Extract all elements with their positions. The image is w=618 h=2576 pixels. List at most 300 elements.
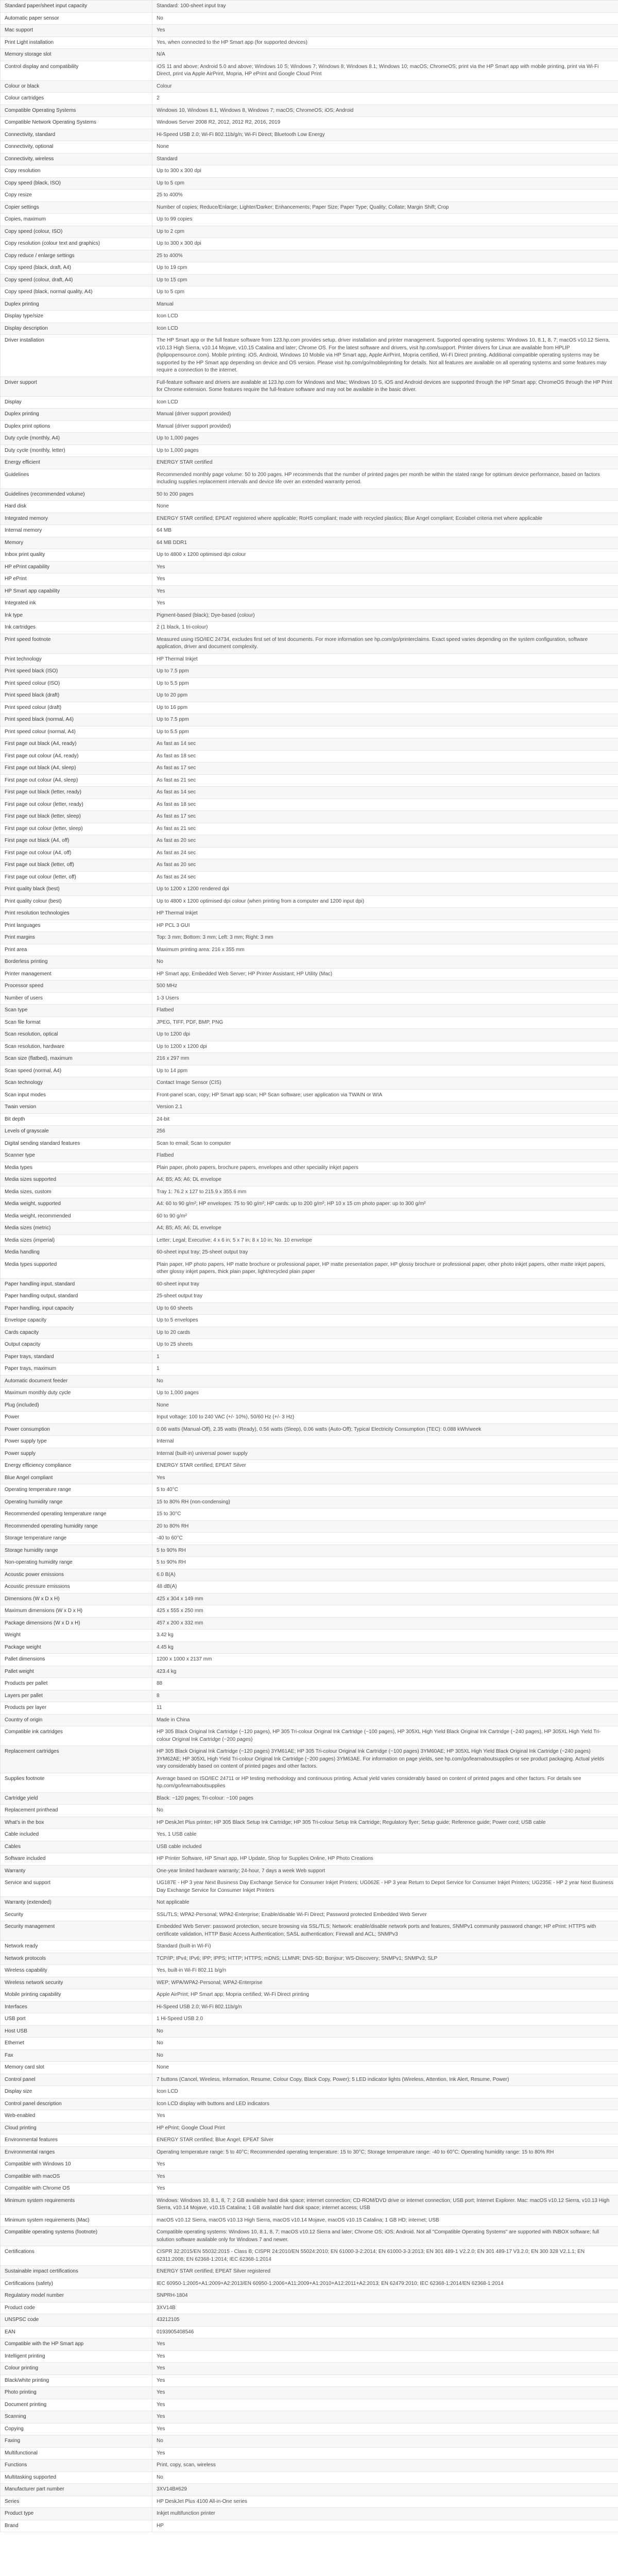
spec-value: IEC 60950-1:2005+A1:2009+A2:2013/EN 60950-1:2006+A11:2009+A1:2010+A12:2011+A2:2013; EN 62479:2010; IEC 62368-1:2014/EN 62368-1:2014	[152, 2278, 618, 2290]
spec-label: Hard disk	[1, 501, 152, 513]
spec-value: Up to 5.5 ppm	[152, 726, 618, 738]
spec-label: Print speed colour (draft)	[1, 702, 152, 714]
spec-row	[1, 847, 618, 859]
spec-value: TCP/IP; IPv4; IPv6; IPP; IPPS; HTTP; HTTPS; mDNS; LLMNR; DNS-SD; Bonjour; WS-Discovery; SNMPv1; SNMPv3; SLP	[152, 1953, 618, 1965]
spec-value: One-year limited hardware warranty; 24-hour, 7 days a week Web support	[152, 1865, 618, 1877]
spec-value: 3XV14B#629	[152, 2484, 618, 2496]
spec-value: No	[152, 2471, 618, 2484]
spec-value: As fast as 24 sec	[152, 871, 618, 884]
spec-label: Colour or black	[1, 80, 152, 93]
spec-value: The HP Smart app or the full feature software from 123.hp.com provides setup, driver installation and printer management. Supported operating systems: Windows 10, 8.1, 8, 7; macOS v10.12 Sierra, v10.13 High Sierra, v10.14 Mojave, v10.15 Catalina and later; Chrome OS. For the latest software and drivers, visit hp.com/support. Printer drivers for Linux are available from HPLIP (hplipopensource.com). Mobile printing: iOS, Android, Windows 10 Mobile via HP Smart app, Apple AirPrint, Mopria certified, Wi-Fi Direct printing. Additional compatible operating systems may be supported by the HP Smart app depending on device and OS version. Please visit hp.com/go/mobileprinting for details. Not all features are available on all operating systems and some features may require a connection to the internet.	[152, 335, 618, 377]
spec-label: Copy speed (colour, ISO)	[1, 226, 152, 238]
spec-row	[1, 1605, 618, 1618]
spec-value: None	[152, 2062, 618, 2074]
spec-row	[1, 1412, 618, 1424]
spec-label: Control panel description	[1, 2098, 152, 2110]
spec-row	[1, 1690, 618, 1702]
spec-value: Up to 16 ppm	[152, 702, 618, 714]
spec-label: Scan type	[1, 1005, 152, 1017]
spec-row	[1, 1339, 618, 1351]
spec-row	[1, 409, 618, 421]
spec-value: 1	[152, 1363, 618, 1376]
spec-value: 4.45 kg	[152, 1641, 618, 1654]
spec-row	[1, 690, 618, 702]
spec-label: First page out black (letter, off)	[1, 859, 152, 872]
spec-label: Brand	[1, 2520, 152, 2532]
spec-label: Automatic paper sensor	[1, 12, 152, 25]
spec-row	[1, 1581, 618, 1594]
spec-label: Products per layer	[1, 1702, 152, 1715]
spec-value: Up to 2 cpm	[152, 226, 618, 238]
spec-row	[1, 377, 618, 396]
spec-row	[1, 153, 618, 165]
spec-row	[1, 968, 618, 980]
spec-label: First page out colour (letter, sleep)	[1, 823, 152, 835]
spec-value: Windows: Windows 10, 8.1, 8, 7; 2 GB available hard disk space; internet connection; CD-ROM/DVD drive or internet connection; USB port; Internet Explorer. Mac: macOS v10.12 Sierra, v10.13 High Sierra, v10.14 Mojave, v10.15 Catalina; 1 GB available hard disk space; internet access; USB	[152, 2195, 618, 2214]
spec-label: Driver support	[1, 377, 152, 396]
spec-value: Version 2.1	[152, 1101, 618, 1114]
spec-value: Up to 5 envelopes	[152, 1315, 618, 1327]
spec-value: Hi-Speed USB 2.0; Wi-Fi 802.11b/g/n	[152, 2001, 618, 2013]
spec-row	[1, 738, 618, 751]
spec-row	[1, 2435, 618, 2448]
spec-row	[1, 238, 618, 250]
spec-label: Intelligent printing	[1, 2350, 152, 2363]
spec-row	[1, 622, 618, 634]
spec-value: Manual	[152, 298, 618, 311]
spec-label: Storage humidity range	[1, 1545, 152, 1557]
spec-row	[1, 1016, 618, 1029]
spec-label: Energy efficient	[1, 457, 152, 469]
spec-row	[1, 1617, 618, 1630]
spec-value: Up to 1200 x 1200 dpi	[152, 1041, 618, 1053]
spec-value: Pigment-based (black); Dye-based (colour)	[152, 609, 618, 622]
spec-label: Display	[1, 396, 152, 409]
spec-row	[1, 1234, 618, 1247]
spec-value: Up to 5 cpm	[152, 177, 618, 190]
spec-value: Inkjet multifunction printer	[152, 2508, 618, 2520]
spec-row	[1, 1351, 618, 1363]
spec-row	[1, 2038, 618, 2050]
spec-label: Print languages	[1, 920, 152, 932]
spec-label: Print speed footnote	[1, 634, 152, 653]
spec-label: Supplies footnote	[1, 1773, 152, 1792]
spec-value: HP PCL 3 GUI	[152, 920, 618, 932]
spec-label: Scan resolution, optical	[1, 1029, 152, 1041]
spec-label: Product type	[1, 2508, 152, 2520]
spec-value: Operating temperature range: 5 to 40°C; Recommended operating temperature: 15 to 30°C; Storage temperature range: -40 to 60°C; Operating humidity range: 15 to 80% RH	[152, 2146, 618, 2159]
spec-value: Up to 20 ppm	[152, 690, 618, 702]
spec-row	[1, 1829, 618, 1841]
spec-value: ENERGY STAR certified; Blue Angel; EPEAT Silver	[152, 2134, 618, 2147]
spec-row	[1, 1965, 618, 1977]
spec-row	[1, 677, 618, 690]
spec-row	[1, 1909, 618, 1921]
spec-label: Storage temperature range	[1, 1533, 152, 1545]
spec-label: First page out colour (A4, off)	[1, 847, 152, 859]
spec-label: Borderless printing	[1, 956, 152, 969]
spec-row	[1, 774, 618, 787]
spec-value: Up to 5.5 ppm	[152, 677, 618, 690]
spec-value: 256	[152, 1126, 618, 1138]
spec-row	[1, 2195, 618, 2214]
spec-row	[1, 1259, 618, 1278]
spec-label: Replacement printhead	[1, 1805, 152, 1817]
spec-value: Up to 1,000 pages	[152, 445, 618, 457]
spec-value: 64 MB DDR1	[152, 537, 618, 549]
spec-value: Yes	[152, 1472, 618, 1484]
spec-row	[1, 1654, 618, 1666]
spec-value: Yes	[152, 2387, 618, 2399]
spec-label: Print area	[1, 944, 152, 956]
spec-row	[1, 2447, 618, 2460]
spec-label: Power	[1, 1412, 152, 1424]
spec-row	[1, 501, 618, 513]
spec-value: Yes	[152, 25, 618, 37]
spec-value: 20 to 80% RH	[152, 1520, 618, 1533]
spec-label: Guidelines (recommended volume)	[1, 488, 152, 501]
spec-label: Media sizes, custom	[1, 1186, 152, 1198]
spec-label: Inbox print quality	[1, 549, 152, 562]
spec-label: Colour printing	[1, 2363, 152, 2375]
spec-row	[1, 561, 618, 573]
spec-row	[1, 2375, 618, 2387]
spec-row	[1, 1436, 618, 1448]
spec-value: None	[152, 1399, 618, 1412]
spec-value: 64 MB	[152, 525, 618, 537]
spec-value: 5 to 90% RH	[152, 1545, 618, 1557]
spec-label: Copy speed (black, draft, A4)	[1, 262, 152, 275]
spec-label: Connectivity, wireless	[1, 153, 152, 165]
spec-label: First page out black (A4, sleep)	[1, 762, 152, 775]
spec-value: Icon LCD	[152, 396, 618, 409]
spec-value: 423.4 kg	[152, 1666, 618, 1678]
spec-label: What's in the box	[1, 1817, 152, 1829]
spec-row	[1, 525, 618, 537]
spec-value: 6.0 B(A)	[152, 1569, 618, 1581]
spec-value: 7 buttons (Cancel, Wireless, Information, Resume, Colour Copy, Black Copy, Power); 5 LED indicator lights (Wireless, Attention, Ink Alert, Resume, Power)	[152, 2074, 618, 2086]
spec-row	[1, 598, 618, 610]
spec-row	[1, 944, 618, 956]
spec-row	[1, 920, 618, 932]
spec-value: Yes	[152, 561, 618, 573]
spec-label: Operating temperature range	[1, 1484, 152, 1497]
spec-value: As fast as 17 sec	[152, 762, 618, 775]
spec-label: Operating humidity range	[1, 1496, 152, 1509]
spec-label: Colour cartridges	[1, 93, 152, 105]
spec-row	[1, 537, 618, 549]
spec-row	[1, 2183, 618, 2195]
spec-value: HP ePrint; Google Cloud Print	[152, 2122, 618, 2134]
spec-label: Mobile printing capability	[1, 1989, 152, 2002]
spec-row	[1, 1005, 618, 1017]
spec-value: Up to 14 ppm	[152, 1065, 618, 1077]
spec-value: Up to 19 cpm	[152, 262, 618, 275]
spec-label: Power consumption	[1, 1423, 152, 1436]
spec-value: Colour	[152, 80, 618, 93]
spec-label: Copy resize	[1, 190, 152, 202]
spec-label: USB port	[1, 2013, 152, 2026]
spec-label: Copy speed (black, normal quality, A4)	[1, 286, 152, 299]
spec-label: Scan size (flatbed), maximum	[1, 1053, 152, 1065]
spec-row	[1, 1773, 618, 1792]
spec-row	[1, 513, 618, 525]
spec-value: No	[152, 2435, 618, 2448]
spec-row	[1, 1805, 618, 1817]
spec-value: None	[152, 141, 618, 154]
spec-label: Display type/size	[1, 311, 152, 323]
spec-row	[1, 762, 618, 775]
spec-value: HP Printer Software, HP Smart app, HP Update, Shop for Supplies Online, HP Photo Creations	[152, 1853, 618, 1866]
spec-row	[1, 1029, 618, 1041]
spec-label: Memory	[1, 537, 152, 549]
spec-label: Duplex print options	[1, 420, 152, 433]
spec-label: Standard paper/sheet input capacity	[1, 1, 152, 13]
spec-label: Dimensions (W x D x H)	[1, 1593, 152, 1605]
spec-value: Up to 60 sheets	[152, 1302, 618, 1315]
spec-value: Up to 7.5 ppm	[152, 666, 618, 678]
spec-row	[1, 2460, 618, 2472]
spec-value: Up to 1,000 pages	[152, 1387, 618, 1400]
spec-row	[1, 396, 618, 409]
spec-label: Internal memory	[1, 525, 152, 537]
spec-label: Compatible Operating Systems	[1, 105, 152, 117]
spec-value: Made in China	[152, 1714, 618, 1726]
spec-row	[1, 2086, 618, 2098]
spec-label: Paper trays, standard	[1, 1351, 152, 1363]
spec-value: As fast as 20 sec	[152, 835, 618, 848]
spec-label: Security	[1, 1909, 152, 1921]
spec-label: Connectivity, standard	[1, 129, 152, 141]
spec-row	[1, 2013, 618, 2026]
spec-row	[1, 311, 618, 323]
spec-row	[1, 117, 618, 129]
spec-row	[1, 286, 618, 299]
spec-value: Embedded Web Server: password protection, secure browsing via SSL/TLS; Network: enable/disable network ports and features, SNMPv1 community password change; HP ePrint: HTTPS with certificate validation, HTTP Basic Access Authentication; SASL authentication; Firewall and ACL; SNMPv3	[152, 1921, 618, 1941]
spec-value: Yes	[152, 2363, 618, 2375]
spec-label: Number of users	[1, 992, 152, 1005]
spec-value: Up to 7.5 ppm	[152, 714, 618, 726]
spec-label: Copy speed (black, ISO)	[1, 177, 152, 190]
spec-value: Full-feature software and drivers are available at 123.hp.com for Windows and Mac; Windows 10 S, iOS and Android devices are supported through the HP Smart app; ChromeOS through the HP Print for Chrome extension. Some features require the full-feature software and may not be available in the basic driver.	[152, 377, 618, 396]
spec-row	[1, 49, 618, 61]
spec-row	[1, 1315, 618, 1327]
spec-row	[1, 980, 618, 993]
spec-label: Acoustic pressure emissions	[1, 1581, 152, 1594]
spec-value: 0.06 watts (Manual-Off), 2.35 watts (Ready), 0.56 watts (Sleep), 0.06 watts (Auto-Off); Typical Electricity Consumption (TEC): 0.088 kWh/week	[152, 1423, 618, 1436]
spec-value: Up to 300 x 300 dpi	[152, 165, 618, 178]
spec-row	[1, 129, 618, 141]
spec-label: Certifications	[1, 2246, 152, 2266]
spec-row	[1, 457, 618, 469]
spec-row	[1, 1509, 618, 1521]
spec-row	[1, 932, 618, 944]
spec-row	[1, 80, 618, 93]
spec-label: Replacement cartridges	[1, 1746, 152, 1773]
spec-row	[1, 2146, 618, 2159]
spec-value: 216 x 297 mm	[152, 1053, 618, 1065]
spec-value: Yes	[152, 2350, 618, 2363]
spec-label: Paper handling input, standard	[1, 1278, 152, 1291]
spec-value: Not applicable	[152, 1897, 618, 1909]
spec-label: Duplex printing	[1, 409, 152, 421]
spec-label: First page out black (A4, off)	[1, 835, 152, 848]
spec-value: Up to 300 x 300 dpi	[152, 238, 618, 250]
spec-row	[1, 871, 618, 884]
spec-value: Internal	[152, 1436, 618, 1448]
spec-value: 1200 x 1000 x 2137 mm	[152, 1654, 618, 1666]
spec-value: Yes	[152, 2411, 618, 2424]
spec-label: Black/white printing	[1, 2375, 152, 2387]
spec-value: Up to 99 copies	[152, 214, 618, 226]
spec-value: A4; B5; A5; A6; DL envelope	[152, 1223, 618, 1235]
spec-value: iOS 11 and above; Android 5.0 and above; Windows 10 S; Windows 7; Windows 8; Windows 8.1; Windows 10; macOS; ChromeOS; print via the HP Smart app with mobile printing, print via Wi-Fi Direct, print via Apple AirPrint, Mopria, HP ePrint and Google Cloud Print	[152, 61, 618, 80]
spec-row	[1, 1089, 618, 1101]
spec-value: Yes	[152, 585, 618, 598]
spec-value: Compatible operating systems: Windows 10, 8.1, 8, 7; macOS v10.12 Sierra and later; Chrome OS; iOS; Android. Not all "Compatible Operating Systems" are supported with INBOX software; full solution software available only for Windows 7 and newer.	[152, 2227, 618, 2246]
spec-value: Scan to email; Scan to computer	[152, 1138, 618, 1150]
spec-value: Plain paper, HP photo papers, HP matte brochure or professional paper, HP matte presentation paper, HP glossy brochure or professional paper, other photo inkjet papers, other matte inkjet papers, other glossy inkjet papers, thick plain paper, light/recycled plain paper	[152, 1259, 618, 1278]
spec-label: Print quality colour (best)	[1, 895, 152, 908]
spec-row	[1, 992, 618, 1005]
spec-row	[1, 1484, 618, 1497]
spec-label: Duty cycle (monthly, letter)	[1, 445, 152, 457]
spec-label: Certifications (safety)	[1, 2278, 152, 2290]
spec-row	[1, 420, 618, 433]
spec-label: Envelope capacity	[1, 1315, 152, 1327]
spec-label: Acoustic power emissions	[1, 1569, 152, 1581]
spec-value: Up to 1,000 pages	[152, 433, 618, 445]
spec-row	[1, 2520, 618, 2532]
spec-label: Product code	[1, 2302, 152, 2314]
spec-label: Mac support	[1, 25, 152, 37]
spec-label: Energy efficiency compliance	[1, 1460, 152, 1472]
spec-value: Up to 20 cards	[152, 1327, 618, 1339]
spec-row	[1, 250, 618, 262]
spec-label: Output capacity	[1, 1339, 152, 1351]
spec-row	[1, 1953, 618, 1965]
spec-value: As fast as 18 sec	[152, 799, 618, 811]
spec-label: Products per pallet	[1, 1678, 152, 1690]
spec-label: Environmental ranges	[1, 2146, 152, 2159]
spec-value: Up to 25 sheets	[152, 1339, 618, 1351]
spec-value: HP DeskJet Plus printer; HP 305 Black Setup Ink Cartridge; HP 305 Tri-colour Setup Ink Cartridge; Regulatory flyer; Setup guide; Reference guide; Power cord; USB cable	[152, 1817, 618, 1829]
spec-row	[1, 2496, 618, 2508]
spec-label: Fax	[1, 2049, 152, 2062]
spec-value: UG187E - HP 3 year Next Business Day Exchange Service for Consumer Inkjet Printers; UG062E - HP 3 year Return to Depot Service for Consumer Inkjet Printers; UG235E - HP 2 year Next Business Day Exchange Service for Consumer Inkjet Printers	[152, 1877, 618, 1897]
spec-label: Wireless capability	[1, 1965, 152, 1977]
spec-row	[1, 2338, 618, 2351]
spec-value: 60-sheet input tray; 25-sheet output tray	[152, 1247, 618, 1259]
spec-label: Scanning	[1, 2411, 152, 2424]
spec-value: HP 305 Black Original Ink Cartridge (~120 pages) 3YM61AE; HP 305 Tri-colour Original Ink Cartridge (~100 pages) 3YM60AE; HP 305XL High Yield Black Original Ink Cartridge (~240 pages) 3YM62AE; HP 305XL High Yield Tri-colour Original Ink Cartridge (~200 pages) 3YM63AE. For information on page yields, see hp.com/go/learnaboutsupplies or see product packaging. Actual yields vary considerably based on content of printed pages and other factors.	[152, 1746, 618, 1773]
spec-row	[1, 726, 618, 738]
spec-label: Duplex printing	[1, 298, 152, 311]
spec-label: Compatible Network Operating Systems	[1, 117, 152, 129]
spec-label: Integrated memory	[1, 513, 152, 525]
spec-label: Memory card slot	[1, 2062, 152, 2074]
spec-label: Host USB	[1, 2025, 152, 2038]
spec-value: Yes, built-in Wi-Fi 802.11 b/g/n	[152, 1965, 618, 1977]
spec-row	[1, 37, 618, 49]
spec-row	[1, 1921, 618, 1941]
spec-row	[1, 1817, 618, 1829]
spec-row	[1, 823, 618, 835]
spec-label: Scan resolution, hardware	[1, 1041, 152, 1053]
spec-value: HP Smart app; Embedded Web Server; HP Printer Assistant; HP Utility (Mac)	[152, 968, 618, 980]
spec-row	[1, 2302, 618, 2314]
spec-value: 48 dB(A)	[152, 1581, 618, 1594]
spec-value: N/A	[152, 49, 618, 61]
spec-label: Compatible with macOS	[1, 2171, 152, 2183]
spec-value: 3.42 kg	[152, 1630, 618, 1642]
spec-value: No	[152, 12, 618, 25]
spec-value: 50 to 200 pages	[152, 488, 618, 501]
spec-row	[1, 1, 618, 13]
spec-value: USB cable included	[152, 1841, 618, 1853]
spec-label: Ink cartridges	[1, 622, 152, 634]
spec-label: Compatible with Windows 10	[1, 2159, 152, 2171]
spec-row	[1, 2074, 618, 2086]
spec-row	[1, 1496, 618, 1509]
spec-value: Yes, when connected to the HP Smart app (for supported devices)	[152, 37, 618, 49]
spec-value: Windows 10, Windows 8.1, Windows 8, Windows 7; macOS; ChromeOS; iOS; Android	[152, 105, 618, 117]
spec-row	[1, 2246, 618, 2266]
spec-value: A4; B5; A5; A6; DL envelope	[152, 1174, 618, 1187]
spec-row	[1, 2411, 618, 2424]
spec-row	[1, 1291, 618, 1303]
spec-value: HP Thermal Inkjet	[152, 908, 618, 920]
spec-label: Compatible with the HP Smart app	[1, 2338, 152, 2351]
spec-label: Bit depth	[1, 1113, 152, 1126]
spec-row	[1, 1593, 618, 1605]
spec-label: Print speed black (draft)	[1, 690, 152, 702]
spec-row	[1, 1399, 618, 1412]
spec-value: 8	[152, 1690, 618, 1702]
spec-value: 457 x 200 x 332 mm	[152, 1617, 618, 1630]
spec-row	[1, 2171, 618, 2183]
spec-value: ENERGY STAR certified; EPEAT registered where applicable; RoHS compliant; made with recycled plastics; Blue Angel compliant; Ecolabel criteria met where applicable	[152, 513, 618, 525]
spec-row	[1, 1533, 618, 1545]
spec-label: Interfaces	[1, 2001, 152, 2013]
spec-label: Cable included	[1, 1829, 152, 1841]
spec-row	[1, 105, 618, 117]
spec-label: Blue Angel compliant	[1, 1472, 152, 1484]
spec-row	[1, 1678, 618, 1690]
spec-value: macOS v10.12 Sierra, macOS v10.13 High Sierra, macOS v10.14 Mojave, macOS v10.15 Catalina; 1 GB HD; internet; USB	[152, 2214, 618, 2227]
spec-label: Document printing	[1, 2399, 152, 2411]
spec-label: Print speed black (ISO)	[1, 666, 152, 678]
spec-row	[1, 1065, 618, 1077]
spec-label: Ink type	[1, 609, 152, 622]
spec-row	[1, 141, 618, 154]
spec-value: Icon LCD	[152, 323, 618, 335]
spec-label: Automatic document feeder	[1, 1375, 152, 1387]
spec-row	[1, 1841, 618, 1853]
spec-label: Weight	[1, 1630, 152, 1642]
spec-row	[1, 666, 618, 678]
spec-label: Compatible operating systems (footnote)	[1, 2227, 152, 2246]
spec-label: Series	[1, 2496, 152, 2508]
spec-row	[1, 609, 618, 622]
spec-value: 15 to 30°C	[152, 1509, 618, 1521]
spec-row	[1, 1641, 618, 1654]
spec-row	[1, 573, 618, 586]
spec-row	[1, 2423, 618, 2435]
spec-value: Yes	[152, 2171, 618, 2183]
spec-value: Internal (built-in) universal power supply	[152, 1448, 618, 1460]
spec-row	[1, 1247, 618, 1259]
